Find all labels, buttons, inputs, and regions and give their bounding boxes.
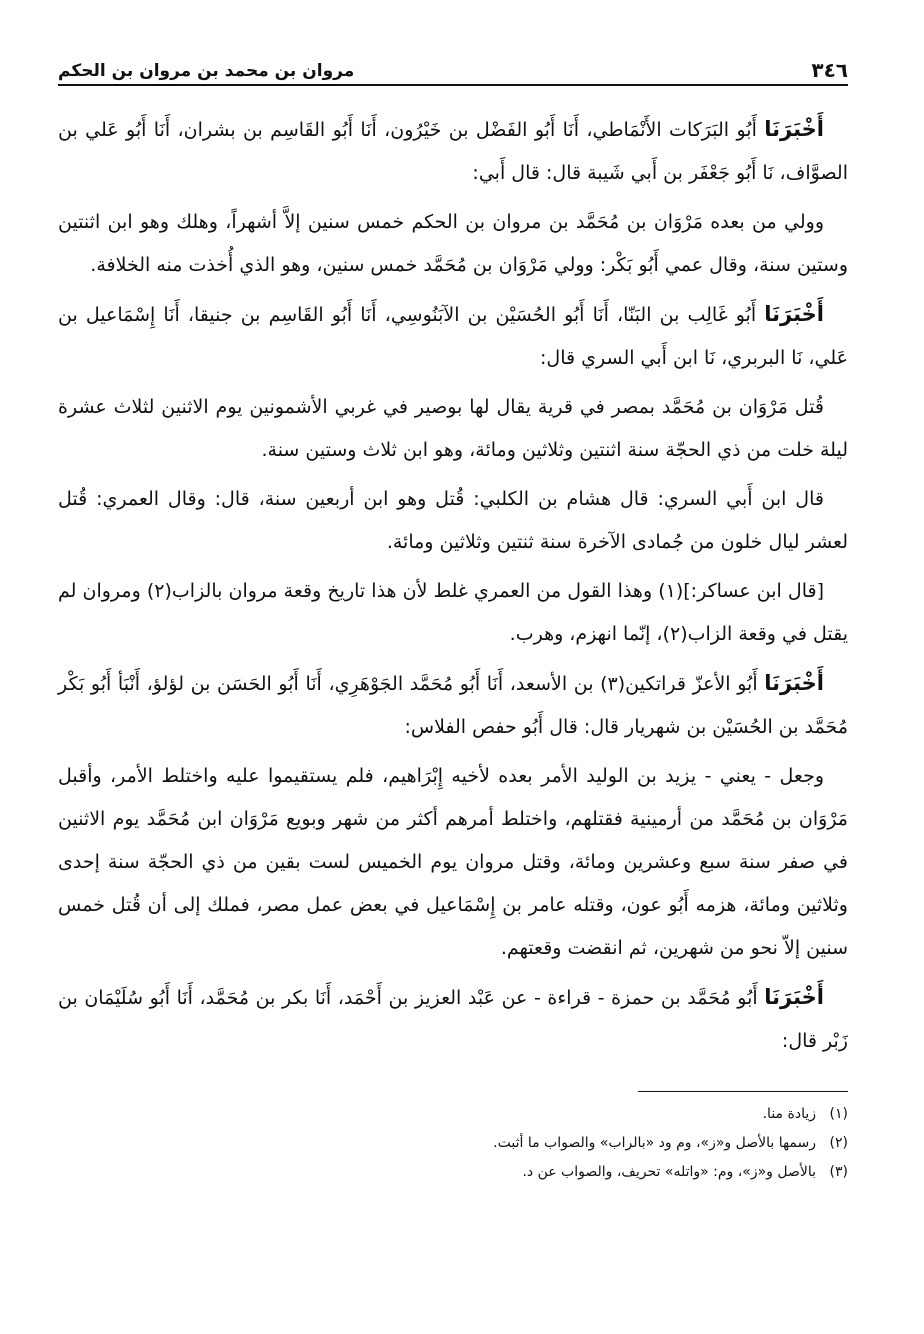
footnotes xyxy=(58,1100,848,1187)
paragraph-lead: أَخْبَرَنَا xyxy=(764,302,824,326)
paragraph-text: وولي من بعده مَرْوَان بن مُحَمَّد بن مروان بن الحكم خمس سنين إلاَّ أشهراً، وهلك وهو ابن اثنتين وستين سنة، وقال عمي أَبُو بَكْر: وولي مَرْوَان بن مُحَمَّد خمس سنين، وهو الذي أُخذت منه الخلافة. xyxy=(58,211,848,276)
footnote-divider xyxy=(638,1091,848,1092)
paragraph-text: أَبُو الأعزّ قراتكين(٣) بن الأسعد، أَنَا أَبُو مُحَمَّد الجَوْهَرِي، أَنَا أَبُو الحَسَن بن لؤلؤ، أَنْبَأ أَبُو بَكْر مُحَمَّد بن الحُسَيْن بن شهريار قال: قال أَبُو حفص الفلاس: xyxy=(58,673,848,738)
footnote-number: (٣) xyxy=(829,1164,848,1180)
paragraph-lead: أَخْبَرَنَا xyxy=(764,117,824,141)
main-text xyxy=(58,108,848,1063)
paragraph-text: أَبُو البَرَكات الأَنْمَاطي، أَنَا أَبُو الفَضْل بن خَيْرُون، أَنَا أَبُو القَاسِم بن بشران، أَنَا أَبُو عَلي بن الصوَّاف، نَا أَبُو جَعْفَر بن أَبي شَيبة قال: قال أَبي: xyxy=(58,119,848,184)
paragraph-text: قُتل مَرْوَان بن مُحَمَّد بمصر في قرية يقال لها بوصير في غربي الأشمونين يوم الاثنين لثلاث عشرة ليلة خلت من ذي الحجّة سنة اثنتين وثلاثين ومائة، وهو ابن ثلاث وستين سنة. xyxy=(58,396,848,461)
paragraph-text: أَبُو مُحَمَّد بن حمزة - قراءة - عن عَبْد العزيز بن أَحْمَد، أَنَا بكر بن مُحَمَّد، أَنَا أَبُو سُلَيْمَان بن زَبْر قال: xyxy=(58,987,848,1052)
footnote-number: (١) xyxy=(829,1106,848,1122)
page-number: ٣٤٦ xyxy=(811,58,848,82)
footnote-item xyxy=(58,1129,848,1158)
paragraph-lead: أَخْبَرَنَا xyxy=(764,985,824,1009)
footnote-item xyxy=(58,1100,848,1129)
paragraph-lead: أَخْبَرَنَا xyxy=(764,671,824,695)
footnote-number: (٢) xyxy=(829,1135,848,1151)
paragraph-text: أَبُو غَالِب بن البَنّا، أَنَا أَبُو الحُسَيْن بن الآبَنُوسِي، أَنَا أَبُو القَاسِم بن جنيقا، أَنَا إِسْمَاعيل بن عَلي، نَا البربري، نَا ابن أَبي السري قال: xyxy=(58,304,848,369)
paragraph-6 xyxy=(58,570,848,656)
footnote-text: رسمها بالأصل و«ز»، وم ود «بالراب» والصواب ما أثبت. xyxy=(493,1135,816,1151)
footnote-text: زيادة منا. xyxy=(762,1106,816,1122)
paragraph-text: وجعل - يعني - يزيد بن الوليد الأمر بعده لأخيه إِبْرَاهيم، فلم يستقيموا عليه واختلط الأمر، وأقبل مَرْوَان بن مُحَمَّد من أرمينية فقتلهم، واختلط أمرهم أكثر من شهر وبويع مَرْوَان ابن مُحَمَّد يوم الاثنين في صفر سنة سبع وعشرين ومائة، وقتل مروان يوم الخميس لست بقين من ذي الحجّة سنة إحدى وثلاثين ومائة، هزمه أَبُو عون، وقتله عامر بن إِسْمَاعيل في بعض عمل مصر، فملك إلى أن قُتل خمس سنين إلاّ نحو من شهرين، ثم انقضت وقعتهم. xyxy=(58,765,848,959)
paragraph-5 xyxy=(58,478,848,564)
paragraph-4 xyxy=(58,386,848,472)
paragraph-7 xyxy=(58,662,848,749)
paragraph-9 xyxy=(58,976,848,1063)
paragraph-1 xyxy=(58,108,848,195)
paragraph-text: [قال ابن عساكر:](١) وهذا القول من العمري غلط لأن هذا تاريخ وقعة مروان بالزاب(٢) ومروان لم يقتل في وقعة الزاب(٢)، إنّما انهزم، وهرب. xyxy=(58,580,848,645)
paragraph-text: قال ابن أَبي السري: قال هشام بن الكلبي: قُتل وهو ابن أربعين سنة، قال: وقال العمري: قُتل لعشر ليال خلون من جُمادى الآخرة سنة ثنتين وثلاثين ومائة. xyxy=(58,488,848,553)
paragraph-8 xyxy=(58,755,848,970)
paragraph-3 xyxy=(58,293,848,380)
footnote-item xyxy=(58,1158,848,1187)
running-head xyxy=(58,50,848,86)
running-title: مروان بن محمد بن مروان بن الحكم xyxy=(58,61,355,81)
footnote-text: بالأصل و«ز»، وم: «واتله» تحريف، والصواب عن د. xyxy=(522,1164,816,1180)
book-page xyxy=(58,50,848,1300)
paragraph-2 xyxy=(58,201,848,287)
